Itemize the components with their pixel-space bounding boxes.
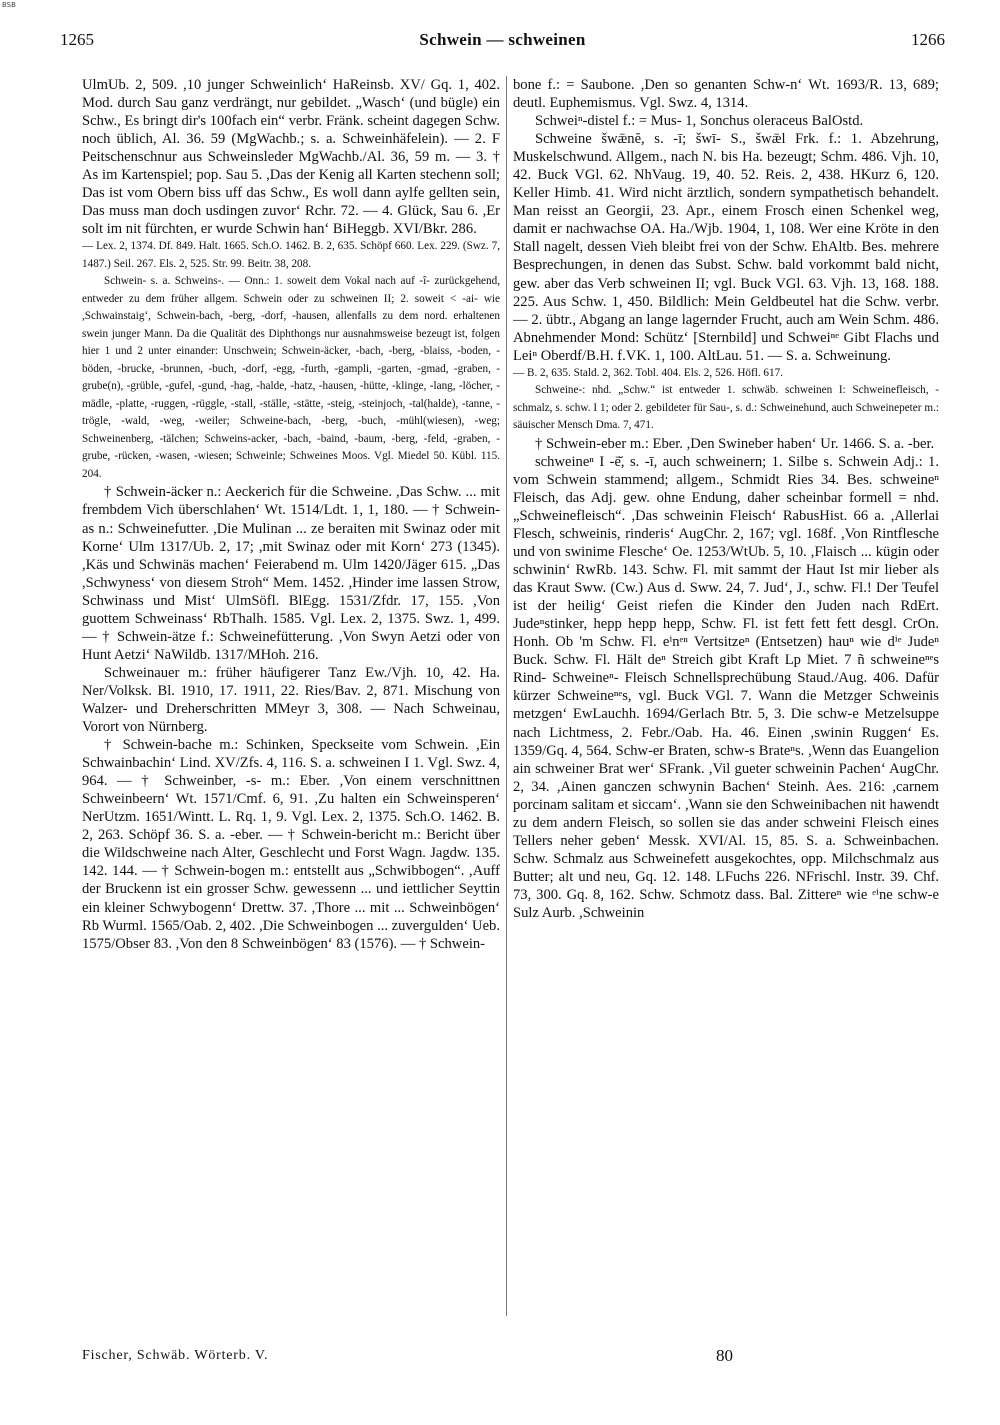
dictionary-entry: † Schwein-äcker n.: Aeckerich für die Schweine. ,Das Schw. ... mit frembdem Vich überschlahen‘ Wt. 1514/Ldt. 1, 1, 180. — † Schwein-as n.: Schweinefutter. ,Die Mulinan ... ze beraiten mit Swinaz oder mit Korne‘ Ulm 1317/Ub. 2, 17; ,mit Swinaz oder mit Korn‘ 273 (1345). ,Käs und Schwinäs machen‘ Feierabend m. Ulm 1420/Jäger 615. „Das ,Schwyness‘ von diesem Stroh“ Mem. 1452. ,Hinder ime lassen Strow, Schwinass und Mist‘ UlmSöfl. BlEgg. 1531/Zfdr. 17, 155. ,Von guottem Schweinass‘ RbThalh. 1585. Vgl. Lex. 2, 1375. Swz. 1, 499. — † Schwein-ätze f.: Schweinefütterung. ,Von Swyn Aetzi oder von Hunt Aetzi‘ NaWildb. 1317/MHoh. 216. (82, 484, 500, 663)
dictionary-entry: schweineⁿ I -ē̆, s. -ī, auch schweinern; 1. Silbe s. Schwein Adj.: 1. vom Schwein stammend; allgem., Schmidt Ries 34. Bes. schweineⁿ Fleisch, das Adj. gew. ohne Endung, daher scheinbar formell = nhd. „Schweinefleisch“. ,Das schweinin Fleisch‘ RabusHist. 66 a. ,Allerlai Flesch, schweinis, rinderis‘ AugChr. 2, 167; vgl. 168f. ,Von Rintflesche und von swinime Flesche‘ Oe. 1253/WtUb. 5, 10. ,Flaisch ... kügin oder schwinin‘ RwRb. 143. Schw. Fl. mit sammt der Haut Ist mir lieber als das Kraut Sww. (Cw.) Aus d. Sww. 24, 7. Jud‘, J., schw. Fl.! Der Teufel ist der heilig‘ Geist riefen die Kinder den Juden nach RdErt. Judeⁿstinker, hepp hepp hepp, Schw. Fl. ist fett fett fett desgl. CrOn. Honh. Ob 'm Schw. Fl. eⁱnᵉⁿ Vertsitzeⁿ (Entsetzen) hauⁿ wie dⁱᵉ Judeⁿ Buck. Schw. Fl. Hält deⁿ Streich gibt Kraft Lp Miet. 7 ñ schweineⁿᵉs Rind- Schweineⁿ- Fleisch Schnellsprechübung Staud./Aug. 406. Dafür kürzer Schweineⁿᵉs, vgl. Buck VGl. 7. Wann die Metzger Schweinis metzgen‘ EwLauchh. 1694/Gerlach Btr. 5, 3. Die schw-e Metzelsuppe nach Lichtmess, 2. Febr./Oab. Ha. 46. Einen ,swinin Ruggen‘ Es. 1359/Gq. 4, 564. Schw-er Braten, schw-s Brateⁿs. ,Wenn das Euangelion ain schweiner Brat wer‘ SFrank. ,Vil gueter schweinin Pachen‘ AugChr. 2, 34. ,Ainen ganczen schwynin Bachen‘ Steinh. Aes. 216: ,carnem porcinam salitam et siccam‘. ,Wann sie den Schweinibachen nit hawendt zu dem andern Fleisch, so sollen sie das ander schweini Fleisch eines Tellers neher geben‘ Messk. XVI/Al. 15, 85. S. a. Schweinbachen. Schw. Schmalz aus Schweinefett ausgekochtes, opp. Milchschmalz aus Butter; alt und neu, Gq. 12. 148. LFuchs 226. NFrischl. Instr. 39. Chf. 73, 300. Gq. 8, 162. Schw. Schmotz dass. Bal. Zittereⁿ wie ᵉⁱne schw-e Sulz Aurb. ,Schweinin (513, 453, 939, 921)
library-stamp: BSB (2, 1, 16, 9)
page-number-right: 1266 (911, 30, 945, 49)
dictionary-entry: Schweine-: nhd. „Schw.“ ist entweder 1. schwäb. schweinen I: Schweinefleisch, -schmalz, s. schw. I 1; oder 2. gebildeter für Sau-, s. d.: Schweinehund, auch Schweinepeter m.: säuischer Mensch Dma. 7, 471. (513, 384, 939, 432)
dictionary-entry: Schwein- s. a. Schweins-. — Onn.: 1. soweit dem Vokal nach auf -î- zurückgehend, entweder zu dem früher allgem. Schwein oder zu schweinen II; 2. soweit < -ai- wie ,Schwainstaig‘, Schwein-bach, -berg, -dorf, -hausen, allenfalls zu dem nord. erhaltenen swein junger Mann. Da die Qualität des Diphthongs nur ausnahmsweise bezeugt ist, folgen hier 1 und 2 unter einander: Unschwein; Schwein-äcker, -bach, -berg, -blaiss, -boden, -böden, -brucke, -brunnen, -buch, -dorf, -egg, -furth, -gampli, -garten, -gmad, -graben, -grube(n), -grüble, -gufel, -gund, -hag, -halde, -hatz, -hausen, -hütte, -klinge, -lang, -löcher, -mädle, -platte, -ruggen, -rüggle, -stall, -ställe, -stätte, -steig, -steinjoch, -tal(halde), -tanne, -trögle, -wald, -weg, -weiler; Schweine-bach, -berg, -buch, -mühl(wiesen), -weg; Schweinenberg, -tälchen; Schweins-acker, -bach, -baind, -baum, -berg, -feld, -graben, -grube, -rücken, -wasen, -wiesen; Schweinle; Schweines Moos. Vgl. Miedel 50. Kübl. 115. 204. (82, 275, 500, 480)
dictionary-entry: bone f.: = Saubone. ,Den so genanten Schw-n‘ Wt. 1693/R. 13, 689; deutl. Euphemismus. Vgl. Swz. 4, 1314. (513, 77, 939, 112)
page-header (60, 30, 945, 56)
dictionary-entry: Schweine šwǣnĕ, s. -ī; šwī- S., šwǣl Frk. f.: 1. Abzehrung, Muskelschwund. Allgem., nach N. bis Ha. bezeugt; Schm. 486. Vjh. 10, 42. Buck VGl. 62. NhVaug. 19, 40. 52. Reis. 2, 438. HKurz 6, 120. Keller Himb. 41. Wird nicht ärztlich, sondern sympathetisch behandelt. Man reisst an Georgii, 23. Apr., einem Frosch einen Schenkel weg, damit er nachwachse OA. Ha./Wjb. 1904, 1, 108. Wer eine Kröte in den Stall nagelt, dessen Vieh bleibt frei von der Schw. EhAltb. Bes. mehrere Besprechungen, in denen das Subst. Schw. bald vorkommt bald nicht, gew. aber das Verb schweinen II; vgl. Buck VGl. 63. Vjh. 13, 168. 188. 225. Aus Schw. 1, 450. Bildlich: Mein Geldbeutel hat die Schw. verbr. — 2. übtr., Abgang an lange lagernder Frucht, auch am Wein Schm. 486. Abnehmender Mond: Schütz‘ [Sternbild] und Schweiⁿᵉ Gibt Flachs und Leiⁿ Oberdf/B.H. f.VK. 1, 100. AltLau. 51. — S. a. Schweinung. (513, 131, 939, 364)
page-number-left: 1265 (60, 30, 94, 49)
left-column (82, 76, 500, 1321)
dictionary-entry: — B. 2, 635. Stald. 2, 362. Tobl. 404. Els. 2, 526. Höfl. 617. (513, 366, 784, 379)
dictionary-entry: Schweiⁿ-distel f.: = Mus- 1, Sonchus oleraceus BalOstd. (535, 113, 864, 130)
right-column (513, 76, 939, 1321)
dictionary-entry: — Lex. 2, 1374. Df. 849. Halt. 1665. Sch.O. 1462. B. 2, 635. Schöpf 660. Lex. 229. (Swz. 7, 1487.) Seil. 267. Els. 2, 525. Str. 99. Beitr. 38, 208. (82, 240, 500, 270)
dictionary-entry: † Schwein-bache m.: Schinken, Speckseite vom Schwein. ,Ein Schwainbachin‘ Lind. XV/Zfs. 4, 116. S. a. schweinen I 1. Vgl. Swz. 4, 964. — † Schweinber, -s- m.: Eber. ,Von einem verschnittnen Schweinbeern‘ Wt. 1571/Cmf. 6, 91. ,Zu halten ein Schweinsperen‘ NerUtzm. 1651/Wintt. L. Rq. 1, 9. Vgl. Lex. 2, 1375. Sch.O. 1462. B. 2, 263. Schöpf 36. S. a. -eber. — † Schwein-bericht m.: Bericht über die Wildschweine nach Alter, Geschlecht und Forst Wagn. Jagdw. 135. 142. 144. — † Schwein-bogen m.: entstellt aus „Schwibbogen“. ,Auff der Bruckenn ist ein grosser Schw. gewessenn ... und iettlicher Seyttin ein kleiner Schwybogenn‘ Drettw. 37. ,Thore ... mit ... Schweinbögen‘ Rb Wurml. 1565/Oab. 2, 402. ,Die Schweinbogen ... zuvergulden‘ Ueb. 1575/Obser 83. ,Von den 8 Schweinbögen‘ 83 (1576). — † Schwein- (82, 737, 500, 952)
column-divider (506, 76, 507, 1316)
running-title: Schwein — schweinen (419, 30, 586, 49)
dictionary-entry: UlmUb. 2, 509. ,10 junger Schweinlich‘ HaReinsb. XV/ Gq. 1, 402. Mod. durch Sau ganz verdrängt, nur gebildet. „Wasch‘ (und bügle) ein Schw., Es bringt dir's 100fach ein“ verbr. Fränk. scheint dagegen Schw. noch üblich, Al. 36. 59 (MgWachb.; s. a. Schweinhäfelein). — 2. F Peitschenschnur aus Schweinsleder MgWachb./Al. 36, 59 m. — 3. † As im Kartenspiel; pop. Sau 5. ,Das der Kenig all Karten stechenn soll; Das ist vom Obern biss uff das Schw., Es woll dann aylfe gellten sein, Das muss man doch usdingen zuvor‘ Rchr. 72. — 4. Glück, Sau 6. ,Er solt im nit fürchten, er wurde Schwin han‘ BiHeggb. XVI/Bkr. 286. (82, 77, 500, 238)
dictionary-entry: † Schwein-eber m.: Eber. ,Den Swineber haben‘ Ur. 1466. S. a. -ber. (535, 435, 935, 452)
dictionary-entry: Schweinauer m.: früher häufigerer Tanz Ew./Vjh. 10, 42. Ha. Ner/Volksk. Bl. 1910, 17. 1911, 22. Ries/Bav. 2, 871. Mischung von Walzer- und Dreherschritten MMeyr 3, 308. — Nach Schweinau, Vorort von Nürnberg. (82, 664, 500, 736)
footer-signature: 80 (716, 1346, 733, 1365)
footer-source: Fischer, Schwäb. Wörterb. V. (82, 1348, 269, 1363)
